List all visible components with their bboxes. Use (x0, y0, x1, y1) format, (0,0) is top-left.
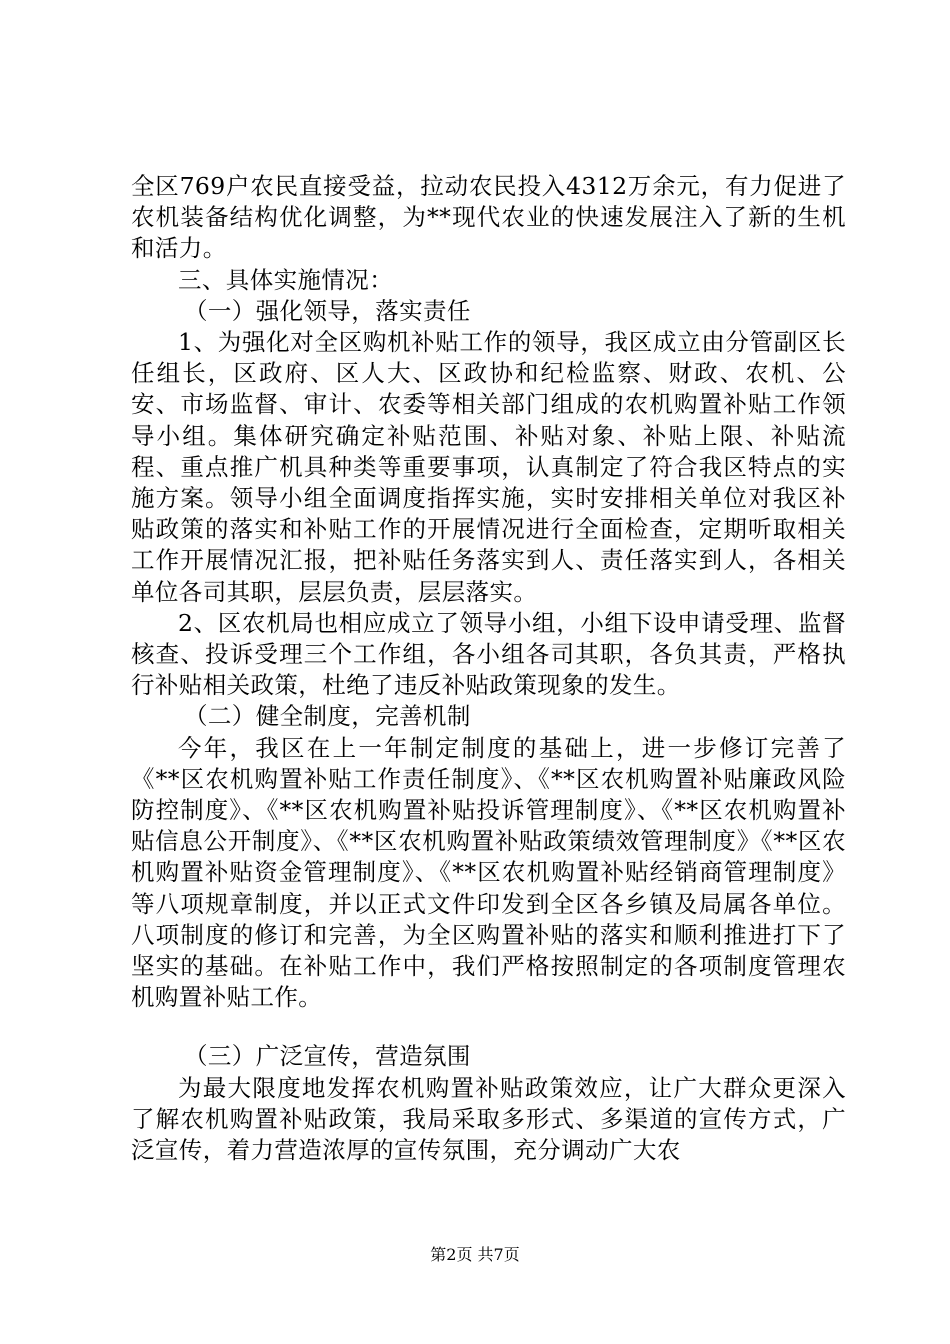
subheading-publicity: （三）广泛宣传，营造氛围 (184, 1042, 471, 1071)
paragraph-systems-body: 今年，我区在上一年制定制度的基础上，进一步修订完善了《**区农机购置补贴工作责任制度》、《**区农机购置补贴廉政风险防控制度》、《**区农机购置补贴投诉管理制度》、《**区农机购置补贴信息公开制度》、《**区农机购置补贴政策绩效管理制度》《**区农机购置补贴资金管理制度》、《**区农机购置补贴经销商管理制度》等八项规章制度，并以正式文件印发到全区各乡镇及局属各单位。八项制度的修订和完善，为全区购置补贴的落实和顺利推进打下了坚实的基础。在补贴工作中，我们严格按照制定的各项制度管理农机购置补贴工作。 (131, 733, 846, 1012)
paragraph-publicity-body: 为最大限度地发挥农机购置补贴政策效应，让广大群众更深入了解农机购置补贴政策，我局采取多形式、多渠道的宣传方式，广泛宣传，着力营造浓厚的宣传氛围，充分调动广大农 (131, 1073, 846, 1165)
paragraph-item-1: 1、为强化对全区购机补贴工作的领导，我区成立由分管副区长任组长，区政府、区人大、区政协和纪检监察、财政、农机、公安、市场监督、审计、农委等相关部门组成的农机购置补贴工作领导小组。集体研究确定补贴范围、补贴对象、补贴上限、补贴流程、重点推广机具种类等重要事项，认真制定了符合我区特点的实施方案。领导小组全面调度指挥实施，实时安排相关单位对我区补贴政策的落实和补贴工作的开展情况进行全面检查，定期听取相关工作开展情况汇报，把补贴任务落实到人、责任落实到人，各相关单位各司其职，层层负责，层层落实。 (131, 328, 846, 606)
subheading-systems: （二）健全制度，完善机制 (184, 702, 471, 731)
document-body (131, 171, 846, 1166)
section-heading-implementation: 三、具体实施情况： (178, 265, 394, 294)
page-number-footer: 第2页 共7页 (430, 1245, 520, 1264)
paragraph-continuation: 全区769户农民直接受益，拉动农民投入4312万余元，有力促进了农机装备结构优化调整，为**现代农业的快速发展注入了新的生机和活力。 (131, 172, 846, 263)
paragraph-item-2: 2、区农机局也相应成立了领导小组，小组下设申请受理、监督核查、投诉受理三个工作组，各小组各司其职，各负其责，严格执行补贴相关政策，杜绝了违反补贴政策现象的发生。 (131, 608, 846, 700)
subheading-leadership: （一）强化领导，落实责任 (184, 296, 471, 325)
